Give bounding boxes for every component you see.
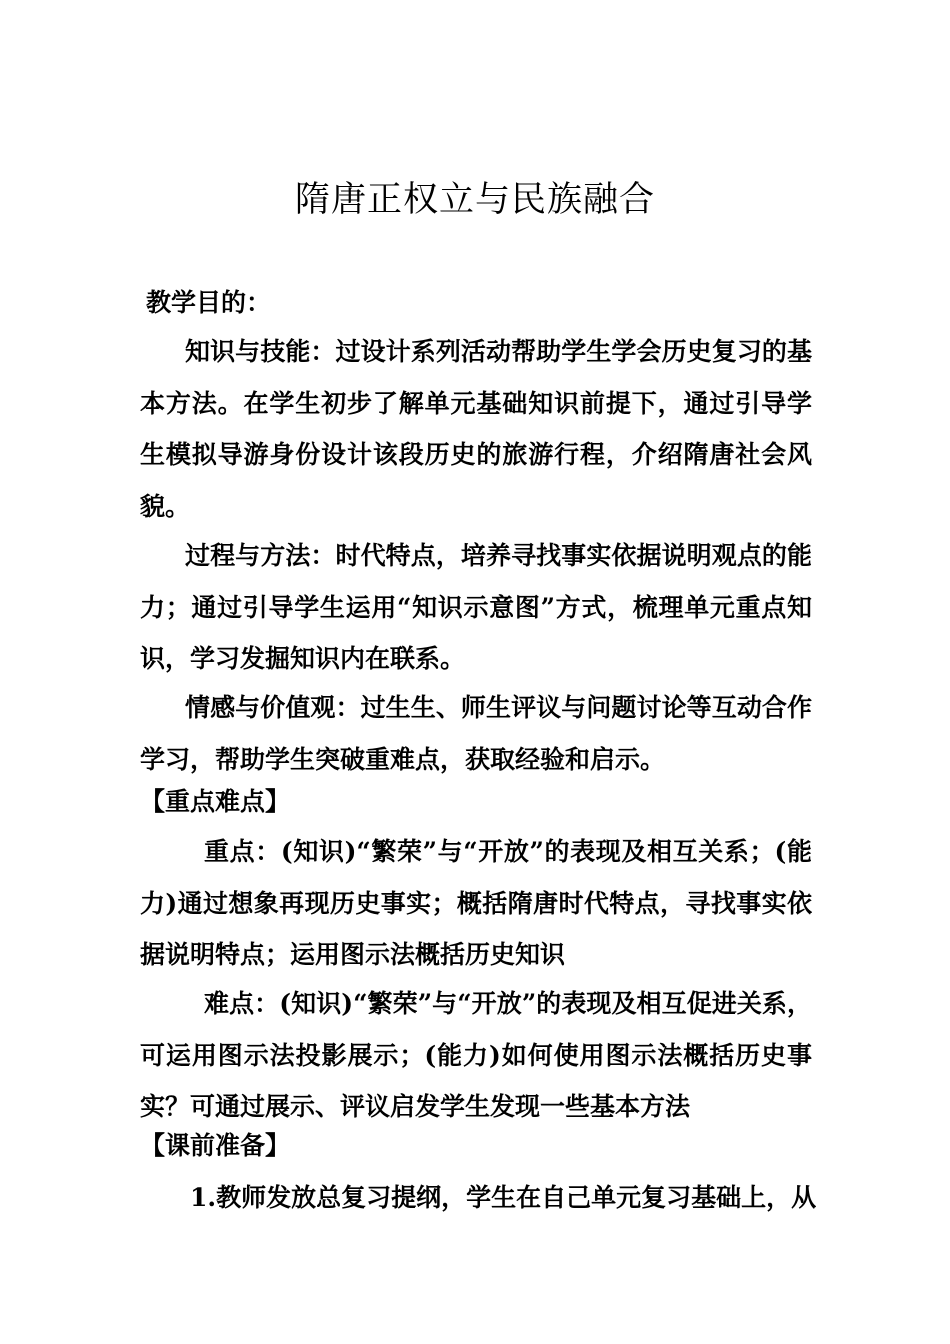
key-points-paragraph (140, 826, 812, 981)
knowledge-skills-paragraph (140, 326, 812, 532)
difficult-points-text: 难点：(知识)“繁荣”与“开放”的表现及相互促进关系，可运用图示法投影展示；(能力)如何使用图示法概括历史事实？可通过展示、评议启发学生发现一些基本方法 (140, 989, 812, 1121)
emotions-values-paragraph (140, 682, 812, 785)
process-methods-paragraph (140, 530, 812, 685)
objectives-heading: 教学目的： (146, 288, 272, 317)
process-methods-text: 过程与方法：时代特点，培养寻找事实依据说明观点的能力；通过引导学生运用“知识示意图”方式，梳理单元重点知识，学习发掘知识内在联系。 (140, 541, 812, 673)
knowledge-skills-text: 知识与技能：过设计系列活动帮助学生学会历史复习的基本方法。在学生初步了解单元基础知识前提下，通过引导学生模拟导游身份设计该段历史的旅游行程，介绍隋唐社会风貌。 (140, 337, 812, 521)
preparation-item-1: 1.教师发放总复习提纲，学生在自己单元复习基础上，从 (190, 1183, 817, 1212)
emotions-values-text: 情感与价值观：过生生、师生评议与问题讨论等互动合作学习，帮助学生突破重难点，获取经验和启示。 (140, 693, 812, 774)
key-difficult-heading: 【重点难点】 (140, 787, 291, 816)
difficult-points-paragraph (140, 978, 812, 1133)
key-points-text: 重点：(知识)“繁荣”与“开放”的表现及相互关系；(能力)通过想象再现历史事实；概括隋唐时代特点，寻找事实依据说明特点；运用图示法概括历史知识 (140, 837, 812, 969)
preparation-heading: 【课前准备】 (140, 1131, 291, 1160)
document-title: 隋唐正权立与民族融合 (294, 180, 655, 220)
